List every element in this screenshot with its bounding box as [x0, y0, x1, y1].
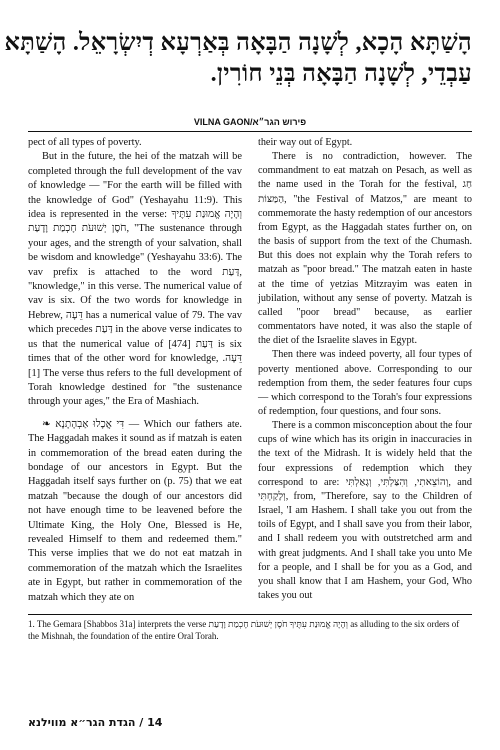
right-column [258, 136, 472, 603]
hebrew-heading-line-1: הָשַׁתָּא הָכָא, לְשָׁנָה הַבָּאָה בְּאַרְעָא דְיִשְׂרָאֵל. הָשַׁתָּא [4, 30, 472, 56]
hebrew-heading [4, 28, 472, 90]
page-footer: 14 / הגדת הגר״א מווילנא [28, 716, 163, 729]
right-paragraph-3: Then there was indeed poverty, all four types of poverty mentioned above. Corresponding to our redemption from them, the seder features four cups — which correspond to the Torah's four expressions of redemption, four questions, and four sons. [258, 349, 472, 417]
left-paragraph-2: But in the future, the hei of the matzah will be completed through the full development of the vav of knowledge — "For the earth will be filled with the knowledge of God" (Yeshayahu 11:9). This idea is represented in the verse: וְהָיָה אֱמוּנַת עִתֶּיךָ חֹסֶן יְשׁוּעֹת חָכְמַת וָדָעַת, "The sustenance through your ages, and the strength of your salvation, shall be wisdom and knowledge" (Yeshayahu 33:6). The vav prefix is attached to the word דַּעַת, "knowledge," in this verse. The numerical value of vav is six. Of the two words for knowledge in Hebrew, דֵּעָה has a numerical value of 79. The vav which precedes דַּעַת in the above verse indicates to us that the numerical value of דַּעַת [474] is six times that of the other word for knowledge, דֵּעָה.[1] The verse thus refers to the full development of Torah knowledge destined for "the sustenance through your ages," the Era of Mashiach. [28, 151, 243, 408]
section-label-english: VILNA GAON [193, 117, 251, 127]
footnote: 1. The Gemara [Shabbos 31a] interprets the verse וְהָיָה אֱמוּנַת עִתֶּיךָ חֹסֶן יְשׁוּעֹת חָכְמַת וָדָעַת as alluding to the six orders of the Mishnah, the foundation of the entire Oral Torah. [28, 619, 460, 641]
left-paragraph-3: ❧ דִּי אֲכָלוּ אַבְהָתָנָא — Which our fathers ate. The Haggadah makes it sound as if matzah is eaten in commemoration of the bread eaten during the bondage of our ancestors in Egypt. But the Haggadah itself says further on (p. 75) that we eat matzah "because the dough of our ancestors did not have enough time to be leavened before the Ultimate King, the Holy One, Blessed is He, revealed Himself to them and redeemed them." This verse implies that we do not eat matzah in commemoration of the matzah which the Israelites ate in Egypt, but rather in commemoration of the matzah which they ate on [28, 418, 243, 603]
hebrew-heading-line-2: עַבְדֵי, לְשָׁנָה הַבָּאָה בְּנֵי חוֹרִין. [210, 61, 472, 87]
section-label-bar [28, 117, 472, 132]
right-paragraph-4: There is a common misconception about the four cups of wine which has its origin in inaccuracies in the text of the Midrash. It is widely held that the four expressions of redemption which they correspond to are: וְהוֹצֵאתִי, וְהִצַּלְתִּי, וְגָאַלְתִּי, and וְלָקַחְתִּי, from, "Therefore, say to the Children of Israel, 'I am Hashem. I shall take you out from the toils of Egypt, and I shall save you from their labor, and I shall redeem you with outstretched arm and with great judgments. And I shall take you unto Me for a people, and I shall be for you as a God, and you shall know that I am Hashem, your God, Who takes you out [258, 420, 473, 601]
section-label-separator: / [250, 117, 253, 127]
section-label-hebrew: פירוש הגר״א [252, 117, 307, 127]
left-paragraph-1: pect of all types of poverty. [28, 137, 142, 148]
left-column [28, 136, 242, 605]
right-paragraph-2: There is no contradiction, however. The commandment to eat matzah on Pesach, as well as the name used in the Torah for the festival, חַג הַמַּצּוֹת, "the Festival of Matzos," are meant to commemorate the hasty redemption of our ancestors from Egypt, as the Haggadah states further on, on the basis of support from the text of the Chumash. But this does not explain why the Torah refers to matzah as "poor bread." The matzah eaten in haste at the time of yetzias Mitzrayim was eaten in jubilation, without any sense of poverty. Matzah is called "poor bread" because, as earlier commentators have noted, it was also the staple of the diet of the Israelite slaves in Egypt. [258, 151, 472, 347]
footnote-divider [28, 614, 472, 615]
right-paragraph-1: their way out of Egypt. [258, 137, 353, 148]
